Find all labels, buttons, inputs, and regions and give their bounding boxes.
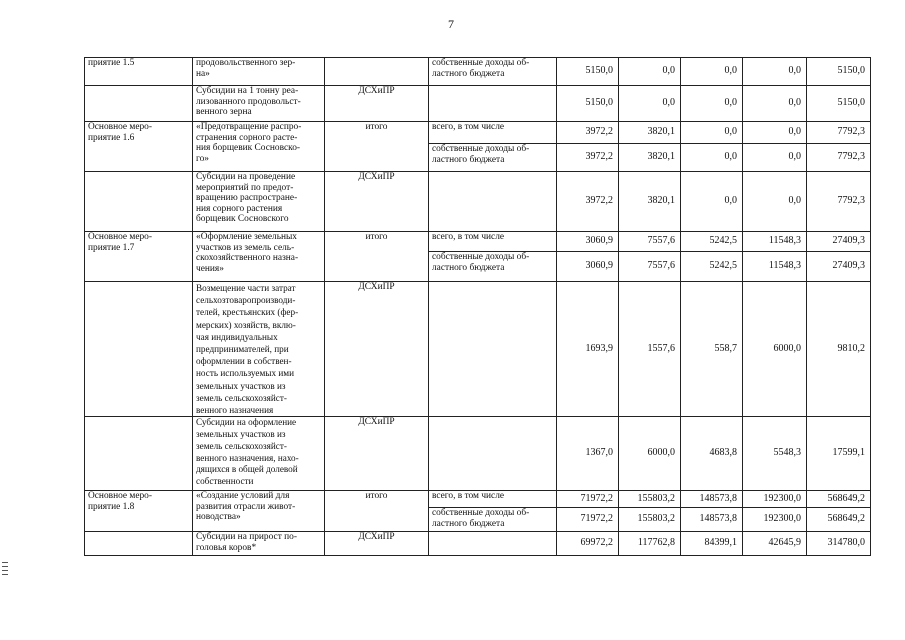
value-cell: 5242,5: [681, 252, 743, 282]
value-cell: 71972,2: [557, 508, 619, 532]
value-cell: 192300,0: [743, 491, 807, 508]
activity-label: [85, 86, 193, 122]
activity-label: [85, 532, 193, 556]
activity-name: «Оформление земельных участков из земель сель- скохозяйственного назна- чения»: [193, 232, 325, 282]
value-cell: 11548,3: [743, 252, 807, 282]
value-cell: 17599,1: [807, 417, 871, 491]
value-cell: 3972,2: [557, 172, 619, 232]
value-cell: 7792,3: [807, 122, 871, 144]
executor-cell: итого: [325, 122, 429, 172]
value-cell: 0,0: [681, 172, 743, 232]
funding-source: всего, в том числе: [429, 122, 557, 144]
value-cell: 192300,0: [743, 508, 807, 532]
activity-name: «Предотвращение распро- странения сорного расте- ния борщевик Сосновско- го»: [193, 122, 325, 172]
funding-source: собственные доходы об- ластного бюджета: [429, 252, 557, 282]
table-row: [85, 172, 871, 232]
budget-table: [84, 57, 871, 556]
activity-name: Возмещение части затрат сельхозтоваропроизводи- телей, крестьянских (фер- мерских) хозяйств, вклю- чая индивидуальных предпринимателей, при оформлении в собствен- ность используемых ими земельных участков из земель сельскохозяйст- венного назначения: [193, 282, 325, 417]
executor-cell: [325, 58, 429, 86]
value-cell: 7557,6: [619, 232, 681, 252]
activity-label: [85, 172, 193, 232]
activity-name: Субсидии на прирост по- головья коров*: [193, 532, 325, 556]
value-cell: 0,0: [743, 172, 807, 232]
activity-label: Основное меро- приятие 1.7: [85, 232, 193, 282]
value-cell: 0,0: [743, 122, 807, 144]
value-cell: 5150,0: [557, 86, 619, 122]
value-cell: 3060,9: [557, 252, 619, 282]
funding-source: собственные доходы об- ластного бюджета: [429, 508, 557, 532]
activity-label: Основное меро- приятие 1.8: [85, 491, 193, 532]
funding-source: всего, в том числе: [429, 491, 557, 508]
value-cell: 3060,9: [557, 232, 619, 252]
activity-label: приятие 1.5: [85, 58, 193, 86]
activity-name: Субсидии на 1 тонну реа- лизованного продовольст- венного зерна: [193, 86, 325, 122]
table-row: [85, 232, 871, 252]
value-cell: 3972,2: [557, 144, 619, 172]
executor-cell: ДСХиПР: [325, 417, 429, 491]
binding-mark: [2, 570, 8, 571]
activity-name: «Создание условий для развития отрасли живот- новодства»: [193, 491, 325, 532]
value-cell: 1557,6: [619, 282, 681, 417]
activity-name: продовольственного зер- на»: [193, 58, 325, 86]
table-row: [85, 86, 871, 122]
value-cell: 0,0: [681, 58, 743, 86]
activity-label: [85, 417, 193, 491]
table-row: [85, 122, 871, 144]
funding-source: всего, в том числе: [429, 232, 557, 252]
value-cell: 9810,2: [807, 282, 871, 417]
value-cell: 5150,0: [557, 58, 619, 86]
value-cell: 5548,3: [743, 417, 807, 491]
executor-cell: ДСХиПР: [325, 282, 429, 417]
value-cell: 6000,0: [743, 282, 807, 417]
value-cell: 42645,9: [743, 532, 807, 556]
funding-source: [429, 532, 557, 556]
value-cell: 314780,0: [807, 532, 871, 556]
table-row: [85, 282, 871, 417]
value-cell: 155803,2: [619, 508, 681, 532]
value-cell: 71972,2: [557, 491, 619, 508]
value-cell: 0,0: [743, 58, 807, 86]
value-cell: 0,0: [681, 144, 743, 172]
value-cell: 3820,1: [619, 122, 681, 144]
activity-label: Основное меро- приятие 1.6: [85, 122, 193, 172]
executor-cell: ДСХиПР: [325, 532, 429, 556]
value-cell: 3820,1: [619, 172, 681, 232]
binding-marks: [2, 562, 8, 578]
value-cell: 117762,8: [619, 532, 681, 556]
value-cell: 1693,9: [557, 282, 619, 417]
value-cell: 148573,8: [681, 491, 743, 508]
value-cell: 6000,0: [619, 417, 681, 491]
table-row: [85, 417, 871, 491]
value-cell: 27409,3: [807, 252, 871, 282]
value-cell: 568649,2: [807, 508, 871, 532]
value-cell: 1367,0: [557, 417, 619, 491]
executor-cell: итого: [325, 232, 429, 282]
value-cell: 7792,3: [807, 144, 871, 172]
value-cell: 7557,6: [619, 252, 681, 282]
value-cell: 69972,2: [557, 532, 619, 556]
binding-mark: [2, 566, 8, 567]
value-cell: 5150,0: [807, 58, 871, 86]
table-row: [85, 491, 871, 508]
value-cell: 0,0: [743, 144, 807, 172]
funding-source: [429, 417, 557, 491]
value-cell: 0,0: [681, 122, 743, 144]
value-cell: 5150,0: [807, 86, 871, 122]
funding-source: собственные доходы об- ластного бюджета: [429, 144, 557, 172]
value-cell: 3972,2: [557, 122, 619, 144]
value-cell: 0,0: [619, 58, 681, 86]
table-row: [85, 532, 871, 556]
funding-source: [429, 282, 557, 417]
value-cell: 7792,3: [807, 172, 871, 232]
activity-name: Субсидии на оформление земельных участков из земель сельскохозяйст- венного назначения, нахо- дящихся в общей долевой собственности: [193, 417, 325, 491]
value-cell: 148573,8: [681, 508, 743, 532]
page-number: 7: [448, 17, 454, 31]
binding-mark: [2, 574, 8, 575]
value-cell: 558,7: [681, 282, 743, 417]
value-cell: 0,0: [619, 86, 681, 122]
value-cell: 0,0: [681, 86, 743, 122]
value-cell: 84399,1: [681, 532, 743, 556]
table-row: [85, 58, 871, 86]
binding-mark: [2, 562, 8, 563]
activity-name: Субсидии на проведение мероприятий по предот- вращению распростране- ния сорного растения борщевик Сосновского: [193, 172, 325, 232]
value-cell: 3820,1: [619, 144, 681, 172]
activity-label: [85, 282, 193, 417]
value-cell: 5242,5: [681, 232, 743, 252]
funding-source: [429, 172, 557, 232]
executor-cell: ДСХиПР: [325, 86, 429, 122]
value-cell: 4683,8: [681, 417, 743, 491]
executor-cell: итого: [325, 491, 429, 532]
value-cell: 155803,2: [619, 491, 681, 508]
executor-cell: ДСХиПР: [325, 172, 429, 232]
funding-source: собственные доходы об- ластного бюджета: [429, 58, 557, 86]
value-cell: 11548,3: [743, 232, 807, 252]
value-cell: 0,0: [743, 86, 807, 122]
funding-source: [429, 86, 557, 122]
value-cell: 27409,3: [807, 232, 871, 252]
value-cell: 568649,2: [807, 491, 871, 508]
